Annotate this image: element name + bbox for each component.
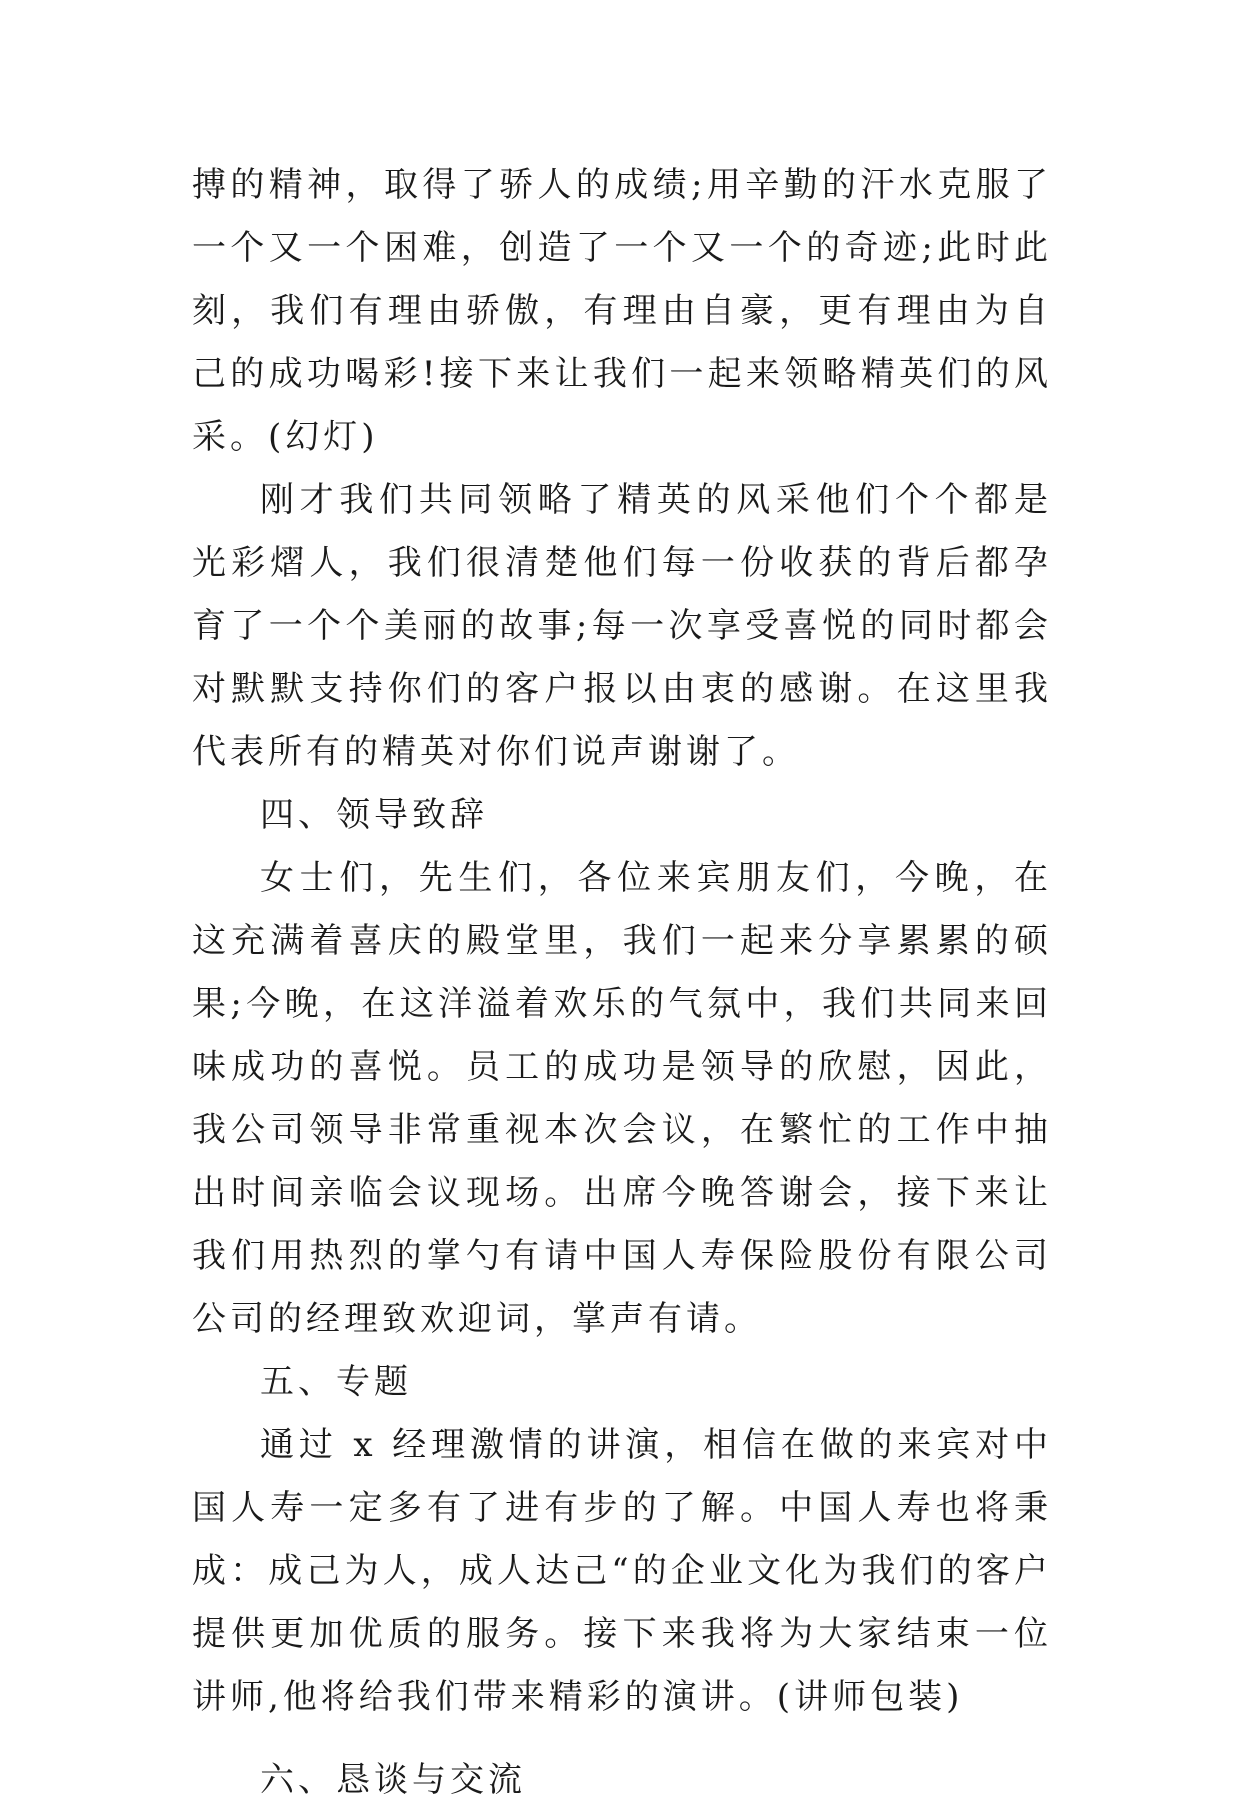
paragraph-continuation: 搏的精神，取得了骄人的成绩;用辛勤的汗水克服了一个又一个困难，创造了一个又一个的奇迹;此时此刻，我们有理由骄傲，有理由自豪，更有理由为自己的成功喝彩!接下来让我们一起来领略精英们的风采。(幻灯): [192, 165, 1052, 457]
paragraph-topic: 通过 x 经理激情的讲演，相信在做的来宾对中国人寿一定多有了进有步的了解。中国人寿也将秉成：成己为人，成人达己“的企业文化为我们的客户提供更加优质的服务。接下来我将为大家结束一位讲师,他将给我们带来精彩的演讲。(讲师包装): [192, 1425, 1052, 1717]
paragraph-leader-speech: 女士们，先生们，各位来宾朋友们，今晚，在这充满着喜庆的殿堂里，我们一起来分享累累的硕果;今晚，在这洋溢着欢乐的气氛中，我们共同来回味成功的喜悦。员工的成功是领导的欣慰，因此，我公司领导非常重视本次会议，在繁忙的工作中抽出时间亲临会议现场。出席今晚答谢会，接下来让我们用热烈的掌勺有请中国人寿保险股份有限公司公司的经理致欢迎词，掌声有请。: [192, 858, 1052, 1339]
section-heading-4: 四、领导致辞: [260, 795, 488, 835]
document-body: [192, 154, 1052, 1812]
section-heading-6: 六、恳谈与交流: [260, 1760, 526, 1800]
section-heading-5: 五、专题: [260, 1362, 412, 1402]
paragraph-elite-thanks: 刚才我们共同领略了精英的风采他们个个都是光彩熠人，我们很清楚他们每一份收获的背后都孕育了一个个美丽的故事;每一次享受喜悦的同时都会对默默支持你们的客户报以由衷的感谢。在这里我代表所有的精英对你们说声谢谢了。: [192, 480, 1052, 772]
